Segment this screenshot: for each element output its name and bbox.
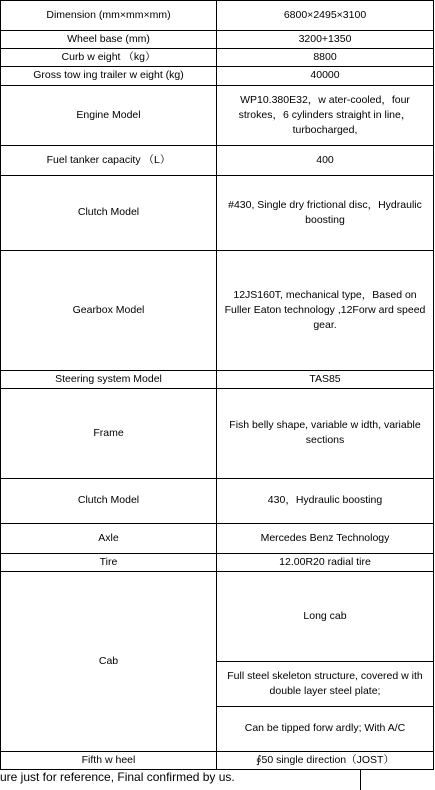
- grid-line: [0, 85, 434, 86]
- spec-label: Clutch Model: [77, 494, 140, 506]
- grid-line: [0, 388, 434, 389]
- spec-value: 12JS160T, mechanical type，Based on Fuller Eaton technology ,12Forw ard speed gear.: [224, 288, 426, 331]
- spec-row-axle: [0, 523, 435, 553]
- grid-line: [0, 250, 434, 251]
- spec-value: 430，Hydraulic boosting: [267, 494, 383, 506]
- spec-label: Gross tow ing trailer w eight (kg): [33, 69, 184, 81]
- grid-line: [0, 751, 434, 752]
- grid-line: [216, 0, 217, 770]
- spec-label: Frame: [93, 426, 124, 439]
- spec-value: ∮50 single direction（JOST）: [256, 753, 394, 766]
- spec-row-steering: [0, 370, 435, 388]
- grid-line: [0, 0, 1, 770]
- spec-label: Axle: [98, 531, 119, 544]
- footnote: ure just for reference, Final confirmed by us.: [0, 770, 235, 784]
- spec-row-dimension: [0, 0, 435, 30]
- spec-row-tire: [0, 553, 435, 571]
- spec-label: Engine Model: [76, 108, 141, 121]
- spec-value: TAS85: [309, 372, 341, 385]
- grid-line: [0, 175, 434, 176]
- spec-row-curb-weight: [0, 48, 435, 66]
- spec-row-wheel-base: [0, 30, 435, 48]
- spec-row-gearbox: [0, 250, 435, 370]
- spec-value: WP10.380E32，w ater-cooled，four strokes，6 cylinders straight in line，turbocharged,: [238, 93, 412, 136]
- grid-line: [0, 370, 434, 371]
- spec-value: Fish belly shape, variable w idth, variable sections: [229, 419, 421, 446]
- grid-line: [433, 0, 434, 770]
- grid-line: [0, 145, 434, 146]
- grid-line: [217, 661, 434, 662]
- cab-value-tilt: Can be tipped forw ardly; With A/C: [244, 722, 406, 734]
- spec-value: 3200+1350: [298, 32, 352, 45]
- spec-label: Steering system Model: [55, 372, 162, 385]
- spec-row-frame: [0, 388, 435, 478]
- spec-row-towing-weight: [0, 66, 435, 85]
- spec-label: Fuel tanker capacity （L）: [46, 153, 171, 166]
- cab-value-structure: Full steel skeleton structure, covered w ith double layer steel plate;: [227, 669, 423, 697]
- spec-row-clutch-2: [0, 478, 435, 523]
- cab-value-type: Long cab: [303, 609, 347, 622]
- spec-value: 40000: [310, 69, 340, 81]
- spec-label: Dimension (mm×mm×mm): [46, 8, 171, 21]
- spec-value: 8800: [313, 50, 337, 63]
- spec-row-clutch: [0, 175, 435, 250]
- spec-label: Cab: [98, 654, 119, 667]
- spec-label: Curb w eight （kg）: [61, 50, 156, 63]
- grid-line: [0, 66, 434, 67]
- spec-row-fuel-tank: [0, 145, 435, 175]
- grid-line: [0, 478, 434, 479]
- spec-value: 6800×2495×3100: [283, 8, 367, 21]
- spec-label: Gearbox Model: [72, 303, 145, 316]
- grid-line: [0, 48, 434, 49]
- spec-label: Fifth w heel: [81, 753, 136, 766]
- spec-value: 12.00R20 radial tire: [279, 555, 371, 568]
- spec-label: Clutch Model: [77, 206, 140, 218]
- spec-label: Tire: [99, 555, 118, 568]
- grid-line: [0, 571, 434, 572]
- spec-row-engine: [0, 85, 435, 145]
- spec-row-fifth-wheel: [0, 751, 435, 769]
- spec-value: Mercedes Benz Technology: [260, 531, 390, 544]
- grid-line: [0, 553, 434, 554]
- grid-line: [0, 0, 434, 1]
- grid-line: [217, 706, 434, 707]
- grid-line: [0, 30, 434, 31]
- spec-value: 400: [316, 153, 334, 166]
- spec-value: #430, Single dry frictional disc，Hydraulic boosting: [228, 198, 422, 226]
- grid-line: [360, 769, 361, 790]
- grid-line: [0, 523, 434, 524]
- spec-label: Wheel base (mm): [67, 32, 150, 45]
